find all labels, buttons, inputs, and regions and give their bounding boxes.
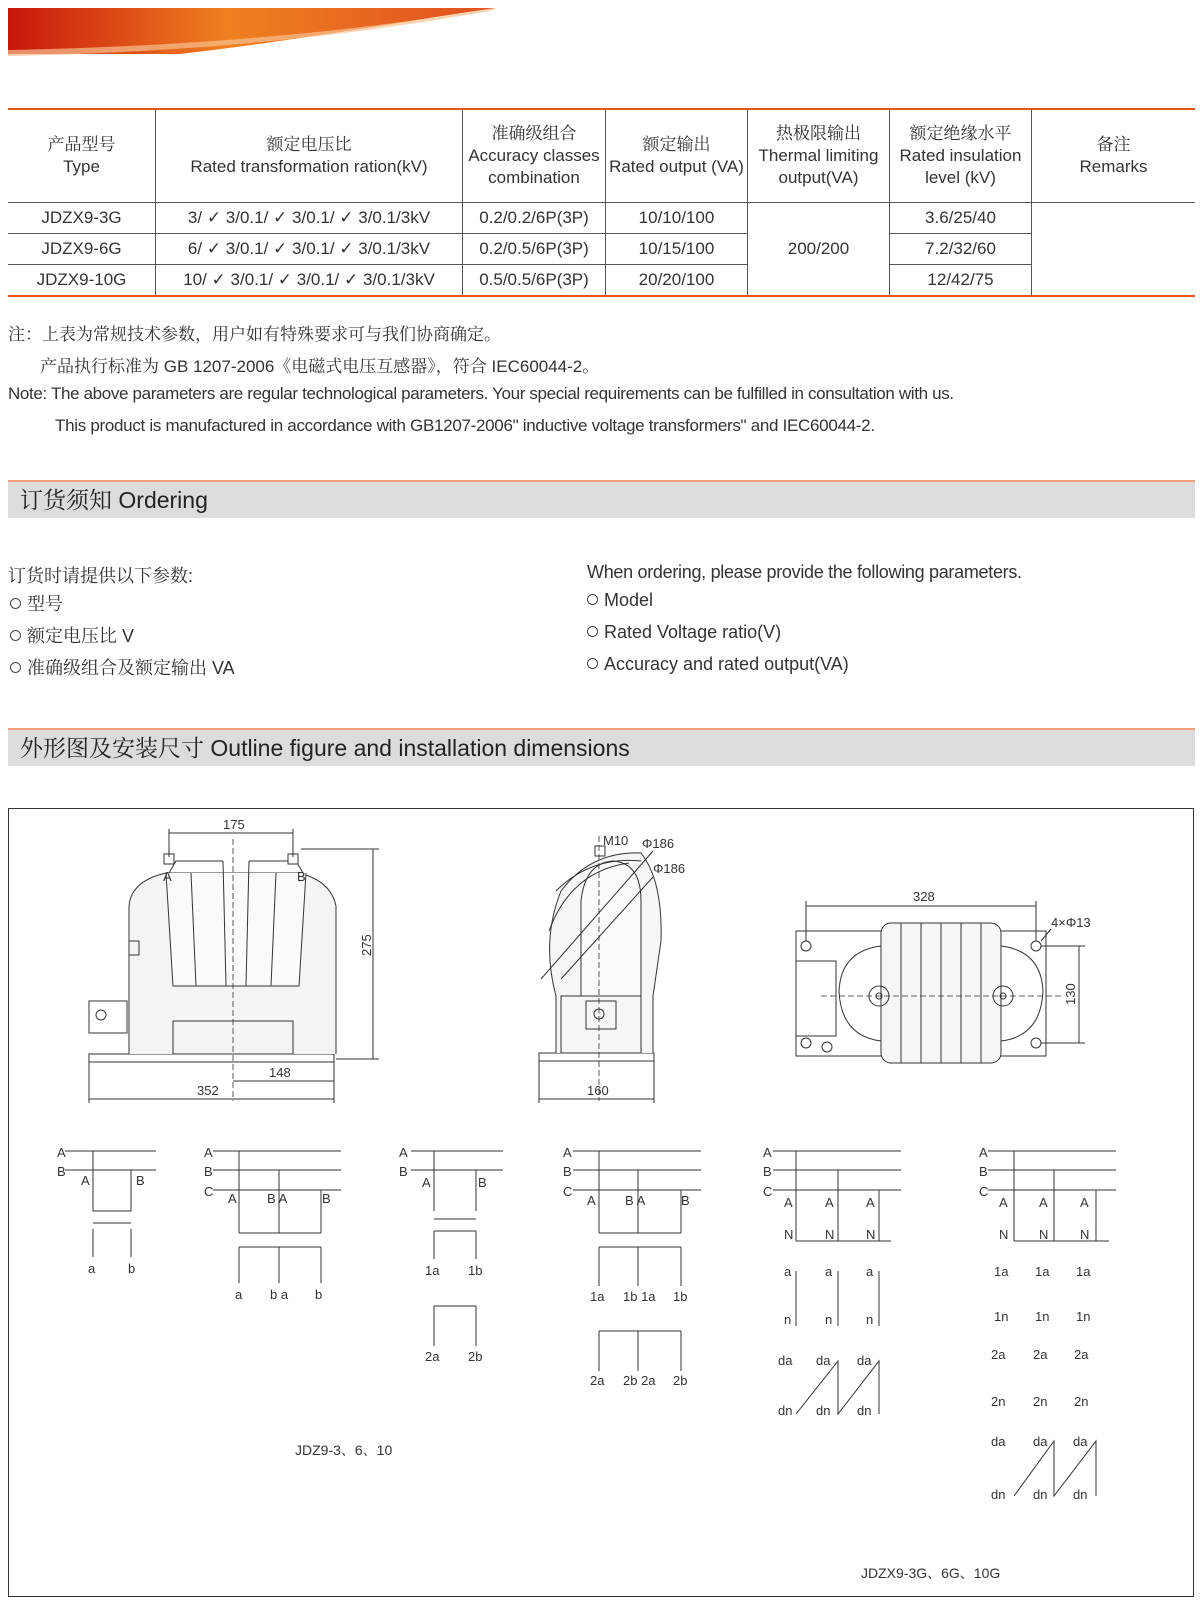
dim-diameter-1: Φ186 (642, 836, 675, 851)
svg-text:B: B (399, 1164, 408, 1179)
svg-text:A: A (204, 1145, 213, 1160)
svg-text:B: B (681, 1193, 690, 1208)
svg-text:A: A (422, 1175, 431, 1190)
svg-text:B: B (979, 1164, 988, 1179)
svg-text:B: B (322, 1191, 331, 1206)
ordering-cn-item: 型号 (10, 590, 63, 616)
svg-text:C: C (763, 1184, 773, 1199)
cell-insulation: 12/42/75 (890, 265, 1032, 297)
svg-text:A: A (763, 1145, 772, 1160)
side-view (539, 833, 685, 1103)
cell-accuracy: 0.5/0.5/6P(3P) (463, 265, 606, 297)
svg-text:C: C (563, 1184, 573, 1199)
svg-text:1a: 1a (1076, 1264, 1091, 1279)
circle-bullet-icon (587, 626, 598, 637)
table-row (8, 265, 1195, 297)
col-type-header: 产品型号 Type (8, 109, 156, 203)
svg-text:1a: 1a (1035, 1264, 1050, 1279)
dim-bolt: M10 (603, 833, 629, 848)
note-cn-1: 注：上表为常规技术参数，用户如有特殊要求可与我们协商确定。 (8, 325, 501, 344)
svg-text:n: n (784, 1312, 792, 1327)
svg-text:da: da (1073, 1434, 1088, 1449)
cell-ratio: 6/ ✓ 3/0.1/ ✓ 3/0.1/ ✓ 3/0.1/3kV (156, 234, 463, 265)
dim-plan-width: 328 (913, 889, 935, 904)
svg-text:a: a (235, 1287, 243, 1302)
col-accuracy-header: 准确级组合 Accuracy classes combination (463, 109, 606, 203)
svg-text:dn: dn (991, 1487, 1006, 1502)
caption-right: JDZX9-3G、6G、10G (861, 1565, 1001, 1581)
svg-text:a: a (784, 1264, 792, 1279)
col-insulation-header: 额定绝缘水平 Rated insulation level (kV) (890, 109, 1032, 203)
cell-remarks (1032, 203, 1196, 297)
svg-text:da: da (1033, 1434, 1048, 1449)
outline-section-header: 外形图及安装尺寸 Outline figure and installation dimensions (8, 728, 1195, 766)
cell-type: JDZX9-10G (8, 265, 156, 297)
svg-text:2b: 2b (673, 1373, 688, 1388)
cell-accuracy: 0.2/0.2/6P(3P) (463, 203, 606, 234)
svg-text:b: b (128, 1261, 136, 1276)
svg-text:dn: dn (857, 1403, 872, 1418)
cell-type: JDZX9-3G (8, 203, 156, 234)
svg-text:B: B (563, 1164, 572, 1179)
dim-holes: 4×Φ13 (1051, 915, 1091, 930)
svg-text:a: a (866, 1264, 874, 1279)
svg-text:2b 2a: 2b 2a (623, 1373, 656, 1388)
ordering-section-header: 订货须知 Ordering (8, 480, 1195, 518)
svg-text:da: da (991, 1434, 1006, 1449)
dim-diameter-2: Φ186 (653, 861, 686, 876)
svg-text:N: N (784, 1227, 794, 1242)
svg-text:A: A (399, 1145, 408, 1160)
dim-height: 275 (359, 934, 374, 956)
svg-text:B: B (57, 1164, 66, 1179)
svg-text:da: da (778, 1353, 793, 1368)
circle-bullet-icon (10, 598, 21, 609)
svg-text:A: A (563, 1145, 572, 1160)
svg-text:2a: 2a (991, 1347, 1006, 1362)
dim-base-width: 352 (197, 1083, 219, 1098)
svg-text:C: C (204, 1184, 214, 1199)
svg-text:1a: 1a (425, 1263, 440, 1278)
col-output-header: 额定输出 Rated output (VA) (606, 109, 748, 203)
col-remarks-header: 备注 Remarks (1032, 109, 1196, 203)
svg-text:1n: 1n (1076, 1309, 1091, 1324)
svg-text:1n: 1n (994, 1309, 1009, 1324)
table-header-row (8, 109, 1195, 203)
svg-text:dn: dn (816, 1403, 831, 1418)
svg-text:N: N (999, 1227, 1009, 1242)
svg-text:B A: B A (267, 1191, 288, 1206)
svg-text:A: A (999, 1195, 1008, 1210)
cell-output: 10/10/100 (606, 203, 748, 234)
plan-view (796, 889, 1091, 1063)
spec-table (8, 108, 1195, 297)
svg-text:B: B (478, 1175, 487, 1190)
table-row (8, 203, 1195, 234)
note-en-2: This product is manufactured in accordance with GB1207-2006" inductive voltage transformers" and IEC60044-2. (55, 416, 875, 435)
cell-insulation: 3.6/25/40 (890, 203, 1032, 234)
cell-output: 20/20/100 (606, 265, 748, 297)
svg-text:A: A (979, 1145, 988, 1160)
svg-text:1a: 1a (994, 1264, 1009, 1279)
cell-insulation: 7.2/32/60 (890, 234, 1032, 265)
svg-text:2n: 2n (1033, 1394, 1048, 1409)
circle-bullet-icon (10, 630, 21, 641)
svg-text:C: C (979, 1184, 989, 1199)
svg-text:a: a (88, 1261, 96, 1276)
cell-accuracy: 0.2/0.5/6P(3P) (463, 234, 606, 265)
ordering-cn-item: 准确级组合及额定输出 VA (10, 654, 235, 680)
svg-text:b a: b a (270, 1287, 289, 1302)
svg-text:A: A (587, 1193, 596, 1208)
front-view (89, 817, 379, 1103)
svg-text:dn: dn (1073, 1487, 1088, 1502)
svg-text:N: N (1039, 1227, 1049, 1242)
ordering-cn-item: 额定电压比 V (10, 622, 134, 648)
svg-text:da: da (857, 1353, 872, 1368)
circle-bullet-icon (10, 662, 21, 673)
svg-text:2b: 2b (468, 1349, 483, 1364)
svg-text:A: A (866, 1195, 875, 1210)
outline-figure-frame (8, 808, 1194, 1597)
svg-text:A: A (1080, 1195, 1089, 1210)
svg-text:A: A (57, 1145, 66, 1160)
svg-text:1a: 1a (590, 1289, 605, 1304)
svg-text:b: b (315, 1287, 323, 1302)
col-ratio-header: 额定电压比 Rated transformation ration(kV) (156, 109, 463, 203)
svg-text:dn: dn (778, 1403, 793, 1418)
svg-text:A: A (825, 1195, 834, 1210)
svg-text:B: B (136, 1173, 145, 1188)
ordering-en-item: Model (587, 590, 653, 611)
svg-text:1b: 1b (673, 1289, 688, 1304)
svg-text:n: n (866, 1312, 874, 1327)
svg-text:1n: 1n (1035, 1309, 1050, 1324)
wiring-diagrams (57, 1145, 1116, 1502)
svg-text:dn: dn (1033, 1487, 1048, 1502)
circle-bullet-icon (587, 594, 598, 605)
svg-text:1b: 1b (468, 1263, 483, 1278)
svg-text:N: N (1080, 1227, 1090, 1242)
caption-left: JDZ9-3、6、10 (295, 1442, 393, 1458)
ordering-cn-intro: 订货时请提供以下参数: (8, 566, 193, 586)
cell-output: 10/15/100 (606, 234, 748, 265)
ordering-en-item: Rated Voltage ratio(V) (587, 622, 781, 643)
svg-text:2a: 2a (590, 1373, 605, 1388)
circle-bullet-icon (587, 658, 598, 669)
dim-side-width: 160 (587, 1083, 609, 1098)
terminal-label: A (163, 869, 172, 884)
svg-text:1b 1a: 1b 1a (623, 1289, 656, 1304)
header-banner (0, 0, 1200, 60)
svg-text:2n: 2n (1074, 1394, 1089, 1409)
svg-text:B: B (763, 1164, 772, 1179)
cell-ratio: 3/ ✓ 3/0.1/ ✓ 3/0.1/ ✓ 3/0.1/3kV (156, 203, 463, 234)
outline-drawing (9, 809, 1193, 1596)
col-thermal-header: 热极限输出 Thermal limiting output(VA) (748, 109, 890, 203)
svg-text:a: a (825, 1264, 833, 1279)
svg-text:A: A (784, 1195, 793, 1210)
ordering-en-intro: When ordering, please provide the following parameters. (587, 562, 1022, 582)
dim-plan-depth: 130 (1063, 983, 1078, 1005)
cell-type: JDZX9-6G (8, 234, 156, 265)
svg-text:B A: B A (625, 1193, 646, 1208)
svg-text:N: N (866, 1227, 876, 1242)
cell-ratio: 10/ ✓ 3/0.1/ ✓ 3/0.1/ ✓ 3/0.1/3kV (156, 265, 463, 297)
svg-text:B: B (204, 1164, 213, 1179)
dim-top-width: 175 (223, 817, 245, 832)
svg-text:2a: 2a (1074, 1347, 1089, 1362)
svg-text:N: N (825, 1227, 835, 1242)
svg-text:A: A (81, 1173, 90, 1188)
note-en-1: Note: The above parameters are regular technological parameters. Your special requirements can be fulfilled in consultation with us. (8, 384, 954, 403)
ordering-en-item: Accuracy and rated output(VA) (587, 654, 849, 675)
cell-thermal: 200/200 (748, 203, 890, 297)
svg-text:2a: 2a (1033, 1347, 1048, 1362)
note-cn-2: 产品执行标准为 GB 1207-2006《电磁式电压互感器》，符合 IEC60044-2。 (40, 357, 600, 376)
svg-text:n: n (825, 1312, 833, 1327)
svg-text:da: da (816, 1353, 831, 1368)
table-row (8, 234, 1195, 265)
svg-text:2n: 2n (991, 1394, 1006, 1409)
dim-base-offset: 148 (269, 1065, 291, 1080)
svg-text:2a: 2a (425, 1349, 440, 1364)
terminal-label: B (297, 869, 306, 884)
svg-text:A: A (228, 1191, 237, 1206)
svg-text:A: A (1039, 1195, 1048, 1210)
